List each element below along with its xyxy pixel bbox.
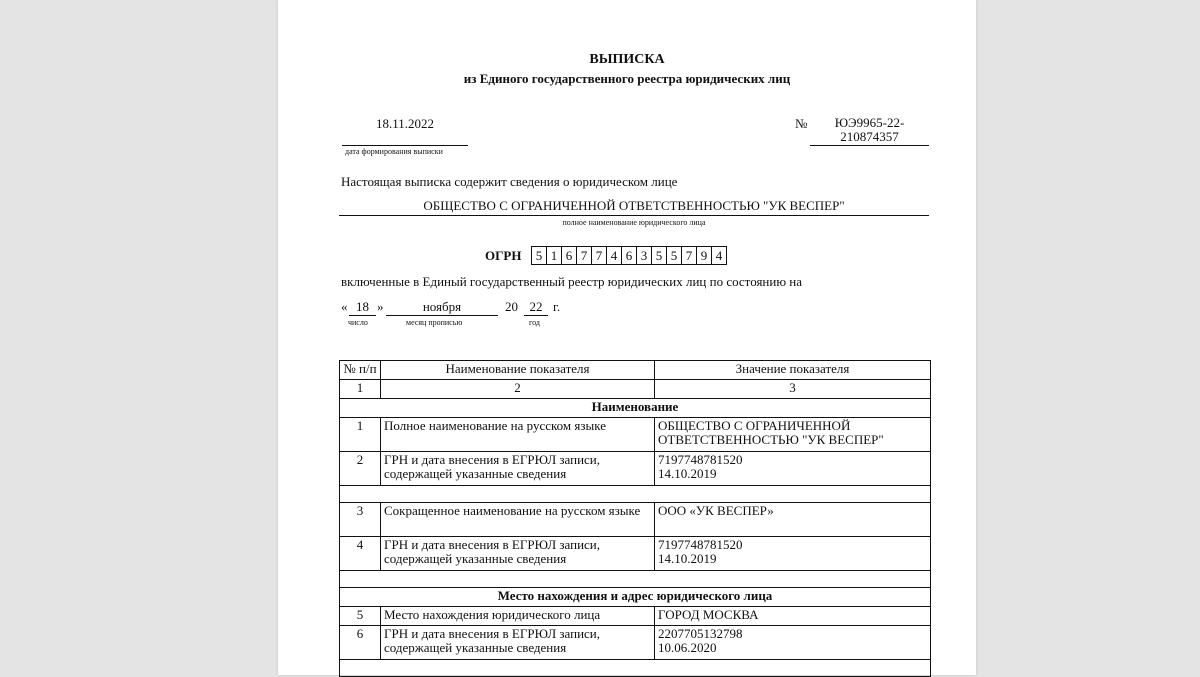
row-number: 5 — [340, 607, 381, 626]
table-row — [340, 452, 931, 486]
column-number-row — [340, 380, 931, 399]
row-number: 1 — [340, 418, 381, 452]
row-value: ООО «УК ВЕСПЕР» — [655, 503, 931, 537]
table-row — [340, 626, 931, 660]
row-value — [655, 626, 931, 660]
document-title: ВЫПИСКА — [589, 52, 665, 67]
ogrn-digit: 1 — [546, 246, 562, 265]
table-row — [340, 418, 931, 452]
document-page — [278, 0, 976, 675]
row-indicator: ГРН и дата внесения в ЕГРЮЛ записи, содержащей указанные сведения — [381, 626, 655, 660]
ogrn-digit: 5 — [531, 246, 547, 265]
ogrn-digit: 4 — [606, 246, 622, 265]
registry-table — [339, 360, 931, 677]
ogrn-digit: 7 — [681, 246, 697, 265]
section-title-name: Наименование — [340, 399, 931, 418]
grn-value: 2207705132798 — [658, 626, 743, 641]
formation-date: 18.11.2022 — [342, 116, 468, 146]
number-sign: № — [795, 116, 808, 131]
ogrn-digit: 9 — [696, 246, 712, 265]
row-indicator: Место нахождения юридического лица — [381, 607, 655, 626]
day-caption: число — [348, 318, 368, 327]
table-header-row — [340, 361, 931, 380]
company-name-caption: полное наименование юридического лица — [562, 218, 706, 227]
spacer-cell — [340, 486, 931, 503]
grn-date: 10.06.2020 — [658, 640, 717, 655]
section-title-address: Место нахождения и адрес юридического лица — [340, 588, 931, 607]
year-caption: год — [529, 318, 540, 327]
table-row — [340, 537, 931, 571]
spacer-cell — [340, 571, 931, 588]
spacer-row — [340, 486, 931, 503]
ogrn-digit: 7 — [591, 246, 607, 265]
row-value: ГОРОД МОСКВА — [655, 607, 931, 626]
company-full-name: ОБЩЕСТВО С ОГРАНИЧЕННОЙ ОТВЕТСТВЕННОСТЬЮ "УК ВЕСПЕР" — [339, 198, 929, 216]
row-value — [655, 452, 931, 486]
row-indicator: Полное наименование на русском языке — [381, 418, 655, 452]
state-day: 18 — [349, 299, 376, 316]
formation-date-caption: дата формирования выписки — [345, 147, 443, 156]
ogrn-digits — [531, 246, 727, 265]
header-indicator: Наименование показателя — [381, 361, 655, 380]
day-quote-open: « — [341, 299, 348, 314]
row-number: 3 — [340, 503, 381, 537]
ogrn-digit: 5 — [651, 246, 667, 265]
extract-number-line2: 210874357 — [840, 129, 899, 144]
grn-value: 7197748781520 — [658, 537, 743, 552]
intro-text: Настоящая выписка содержит сведения о юридическом лице — [341, 174, 678, 189]
row-indicator: ГРН и дата внесения в ЕГРЮЛ записи, содержащей указанные сведения — [381, 452, 655, 486]
header-value: Значение показателя — [655, 361, 931, 380]
document-subtitle: из Единого государственного реестра юридических лиц — [463, 71, 791, 86]
row-indicator: Сокращенное наименование на русском языке — [381, 503, 655, 537]
spacer-row — [340, 660, 931, 677]
column-number: 3 — [655, 380, 931, 399]
table-row — [340, 503, 931, 537]
grn-date: 14.10.2019 — [658, 551, 717, 566]
row-indicator: ГРН и дата внесения в ЕГРЮЛ записи, содержащей указанные сведения — [381, 537, 655, 571]
ogrn-digit: 6 — [621, 246, 637, 265]
extract-number-line1: ЮЭ9965-22- — [834, 115, 905, 130]
ogrn-label: ОГРН — [485, 248, 522, 263]
state-text: включенные в Единый государственный реестр юридических лиц по состоянию на — [341, 274, 803, 289]
row-number: 6 — [340, 626, 381, 660]
ogrn-digit: 5 — [666, 246, 682, 265]
ogrn-digit: 4 — [711, 246, 727, 265]
row-number: 2 — [340, 452, 381, 486]
row-value: ОБЩЕСТВО С ОГРАНИЧЕННОЙ ОТВЕТСТВЕННОСТЬЮ "УК ВЕСПЕР" — [655, 418, 931, 452]
state-year-prefix: 20 — [505, 299, 518, 314]
column-number: 2 — [381, 380, 655, 399]
state-month: ноября — [386, 299, 498, 316]
state-year-unit: г. — [553, 299, 561, 314]
spacer-cell — [340, 660, 931, 677]
state-year-suffix: 22 — [524, 299, 548, 316]
ogrn-digit: 3 — [636, 246, 652, 265]
extract-number — [810, 116, 929, 146]
row-number: 4 — [340, 537, 381, 571]
row-value — [655, 537, 931, 571]
grn-value: 7197748781520 — [658, 452, 743, 467]
section-row — [340, 399, 931, 418]
ogrn-digit: 6 — [561, 246, 577, 265]
section-row — [340, 588, 931, 607]
month-caption: месяц прописью — [406, 318, 463, 327]
header-number: № п/п — [340, 361, 381, 380]
column-number: 1 — [340, 380, 381, 399]
table-row — [340, 607, 931, 626]
grn-date: 14.10.2019 — [658, 466, 717, 481]
day-quote-close: » — [377, 299, 384, 314]
ogrn-digit: 7 — [576, 246, 592, 265]
spacer-row — [340, 571, 931, 588]
